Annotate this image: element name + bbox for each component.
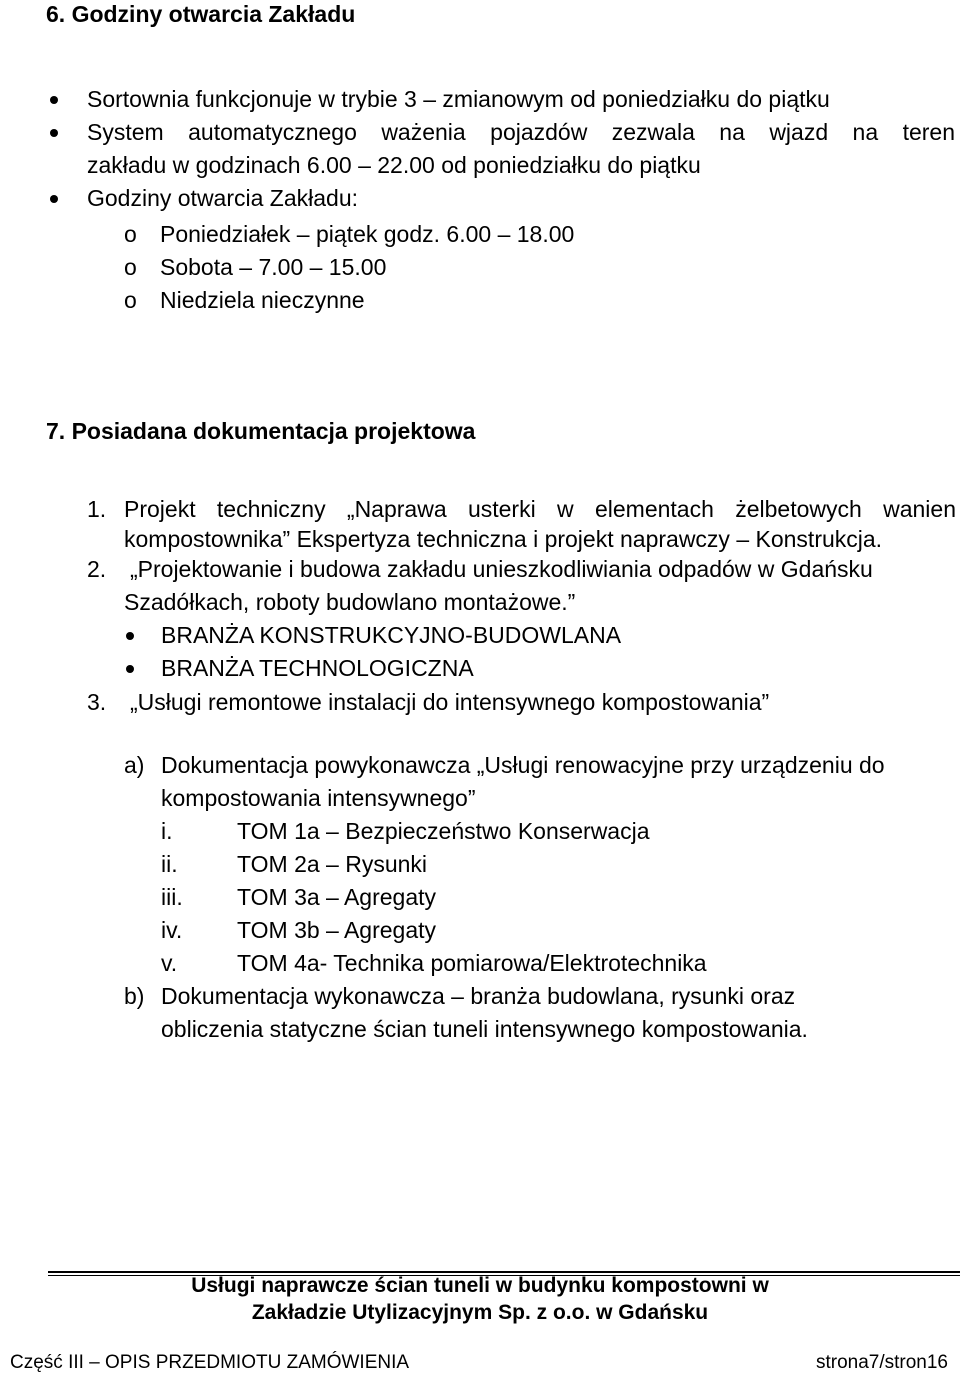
sub-bullet-marker: o: [124, 221, 137, 247]
section-6-heading: 6. Godziny otwarcia Zakładu: [46, 1, 356, 27]
section-6-bullet-2-cont: zakładu w godzinach 6.00 – 22.00 od poniedziałku do piątku: [87, 152, 701, 178]
footer-title-line-1: Usługi naprawcze ścian tuneli w budynku kompostowni w: [191, 1274, 769, 1297]
roman-item: TOM 4a- Technika pomiarowa/Elektrotechnika: [237, 950, 707, 976]
item-1-number: 1.: [87, 496, 107, 522]
bullet-icon: [50, 129, 58, 137]
item-2-number: 2.: [87, 556, 107, 582]
section-6-bullet-2: System automatycznego ważenia pojazdów zezwala na wjazd na teren: [87, 119, 955, 145]
sub-item-a-line-2: kompostowania intensywnego”: [161, 785, 476, 811]
section-6-sub-item-3: Niedziela nieczynne: [160, 287, 365, 313]
bullet-icon: [126, 665, 134, 673]
sub-item-a-line-1: Dokumentacja powykonawcza „Usługi renowacyjne przy urządzeniu do: [161, 752, 885, 778]
roman-item: TOM 2a – Rysunki: [237, 851, 428, 877]
roman-number: iii.: [161, 884, 183, 910]
roman-number: v.: [161, 950, 178, 976]
sub-item-b-line-1: Dokumentacja wykonawcza – branża budowlana, rysunki oraz: [161, 983, 796, 1009]
sub-bullet-marker: o: [124, 287, 137, 313]
bullet-icon: [126, 632, 134, 640]
bullet-icon: [50, 195, 58, 203]
item-2-line-2: Szadółkach, roboty budowlano montażowe.”: [124, 589, 576, 615]
item-2-bullet-1: BRANŻA KONSTRUKCYJNO-BUDOWLANA: [161, 622, 622, 648]
roman-number: ii.: [161, 851, 178, 877]
item-2-bullet-2: BRANŻA TECHNOLOGICZNA: [161, 655, 474, 681]
sub-item-a-marker: a): [124, 752, 145, 778]
section-6-sub-item-2: Sobota – 7.00 – 15.00: [160, 254, 387, 280]
roman-number: i.: [161, 818, 173, 844]
section-6-sub-item-1: Poniedziałek – piątek godz. 6.00 – 18.00: [160, 221, 575, 247]
roman-item: TOM 1a – Bezpieczeństwo Konserwacja: [237, 818, 650, 844]
sub-item-b-line-2: obliczenia statyczne ścian tuneli intensywnego kompostowania.: [161, 1016, 808, 1042]
section-7-heading: 7. Posiadana dokumentacja projektowa: [46, 418, 476, 444]
item-3-line-1: „Usługi remontowe instalacji do intensywnego kompostowania”: [130, 689, 770, 715]
footer-part-label: Część III – OPIS PRZEDMIOTU ZAMÓWIENIA: [10, 1352, 410, 1373]
roman-item: TOM 3b – Agregaty: [237, 917, 437, 943]
footer-page-number: strona7/stron16: [815, 1352, 948, 1373]
bullet-icon: [50, 96, 58, 104]
roman-item: TOM 3a – Agregaty: [237, 884, 437, 910]
section-6-bullet-1: Sortownia funkcjonuje w trybie 3 – zmianowym od poniedziałku do piątku: [87, 86, 830, 112]
footer-title-line-2: Zakładzie Utylizacyjnym Sp. z o.o. w Gdańsku: [251, 1301, 709, 1324]
roman-number: iv.: [161, 917, 183, 943]
item-1-line-2: kompostownika” Ekspertyza techniczna i projekt naprawczy – Konstrukcja.: [124, 526, 883, 552]
item-2-line-1: „Projektowanie i budowa zakładu unieszkodliwiania odpadów w Gdańsku: [130, 556, 873, 582]
sub-bullet-marker: o: [124, 254, 137, 280]
item-3-number: 3.: [87, 689, 107, 715]
sub-item-b-marker: b): [124, 983, 145, 1009]
item-1-line-1: Projekt techniczny „Naprawa usterki w elementach żelbetowych wanien: [124, 496, 956, 522]
section-6-bullet-3: Godziny otwarcia Zakładu:: [87, 185, 359, 211]
